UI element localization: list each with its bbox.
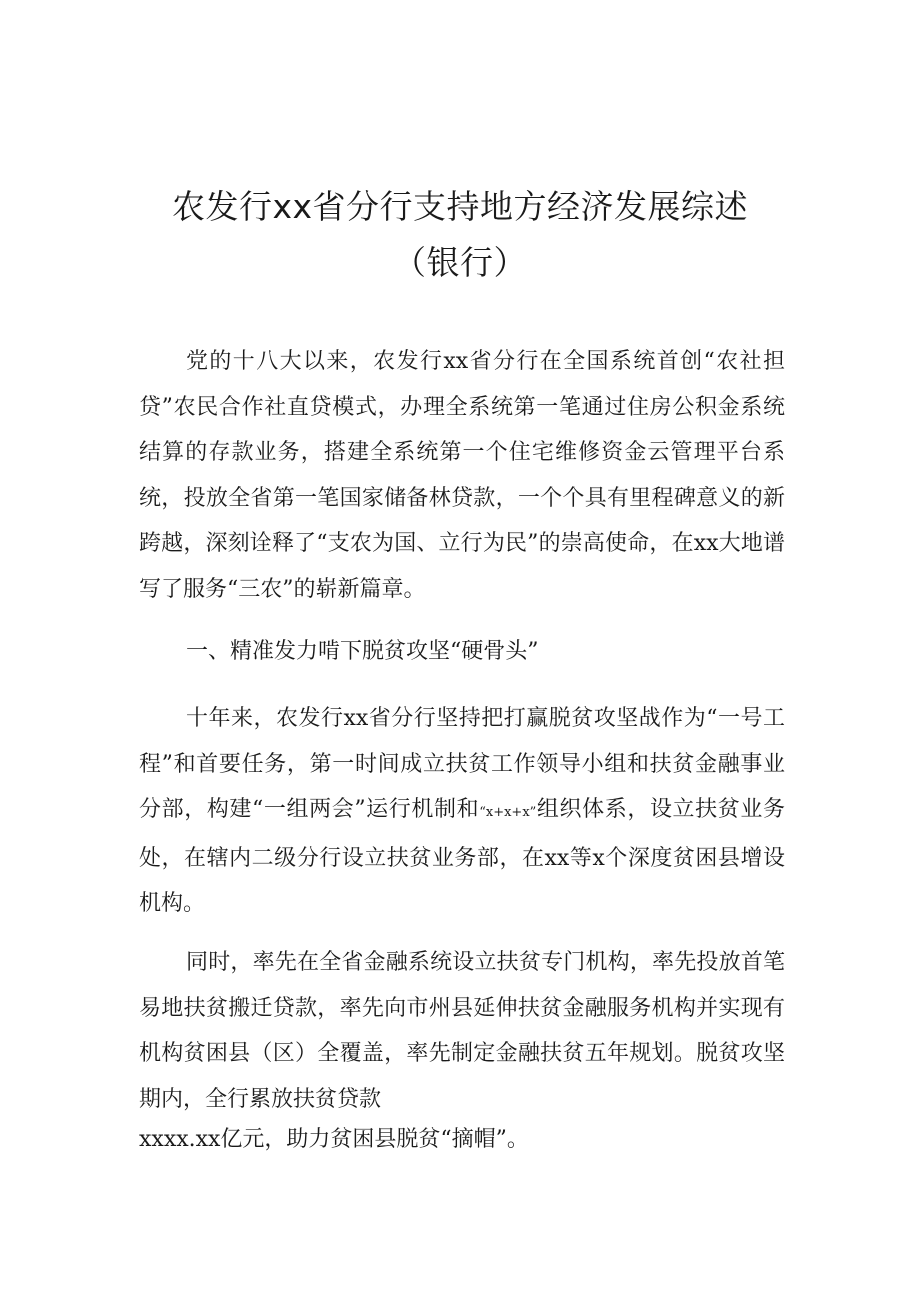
document-title: 农发行xx省分行支持地方经济发展综述 (171, 187, 749, 226)
paragraph-firsts: 同时，率先在全省金融系统设立扶贫专门机构，率先投放首笔易地扶贫搬迁贷款，率先向市州县延伸扶贫金融服务机构并实现有机构贫困县（区）全覆盖，率先制定金融扶贫五年规划。脱贫攻坚期内，全行累放扶贫贷款 (139, 950, 785, 1112)
paragraph-poverty-alleviation (139, 696, 785, 927)
paragraph-intro: 党的十八大以来，农发行xx省分行在全国系统首创“农社担贷”农民合作社直贷模式，办理全系统第一笔通过住房公积金系统结算的存款业务，搭建全系统第一个住宅维修资金云管理平台系统，投放全省第一笔国家储备林贷款，一个个具有里程碑意义的新跨越，深刻诠释了“支农为国、立行为民”的崇高使命，在xx大地谱写了服务“三农”的崭新篇章。 (139, 349, 785, 602)
section-heading-1: 一、精准发力啃下脱贫攻坚“硬骨头” (186, 639, 539, 664)
paragraph-loan-total: xxxx.xx亿元，助力贫困县脱贫“摘帽”。 (139, 1127, 529, 1152)
paragraph-text: 十年来，农发行xx省分行坚持把打赢脱贫攻坚战作为“一号工程”和首要任务，第一时间成立扶贫工作领导小组和扶贫金融事业分部，构建“一组两会”运行机制和 (139, 706, 785, 823)
paragraph-text: 组织体系，设立扶贫业务处，在辖内二级分行设立扶贫业务部，在xx等x个深度贫困县增设机构。 (139, 797, 785, 917)
document-subtitle: （银行） (393, 243, 527, 282)
organization-system-label: “x+x+x” (479, 805, 537, 821)
